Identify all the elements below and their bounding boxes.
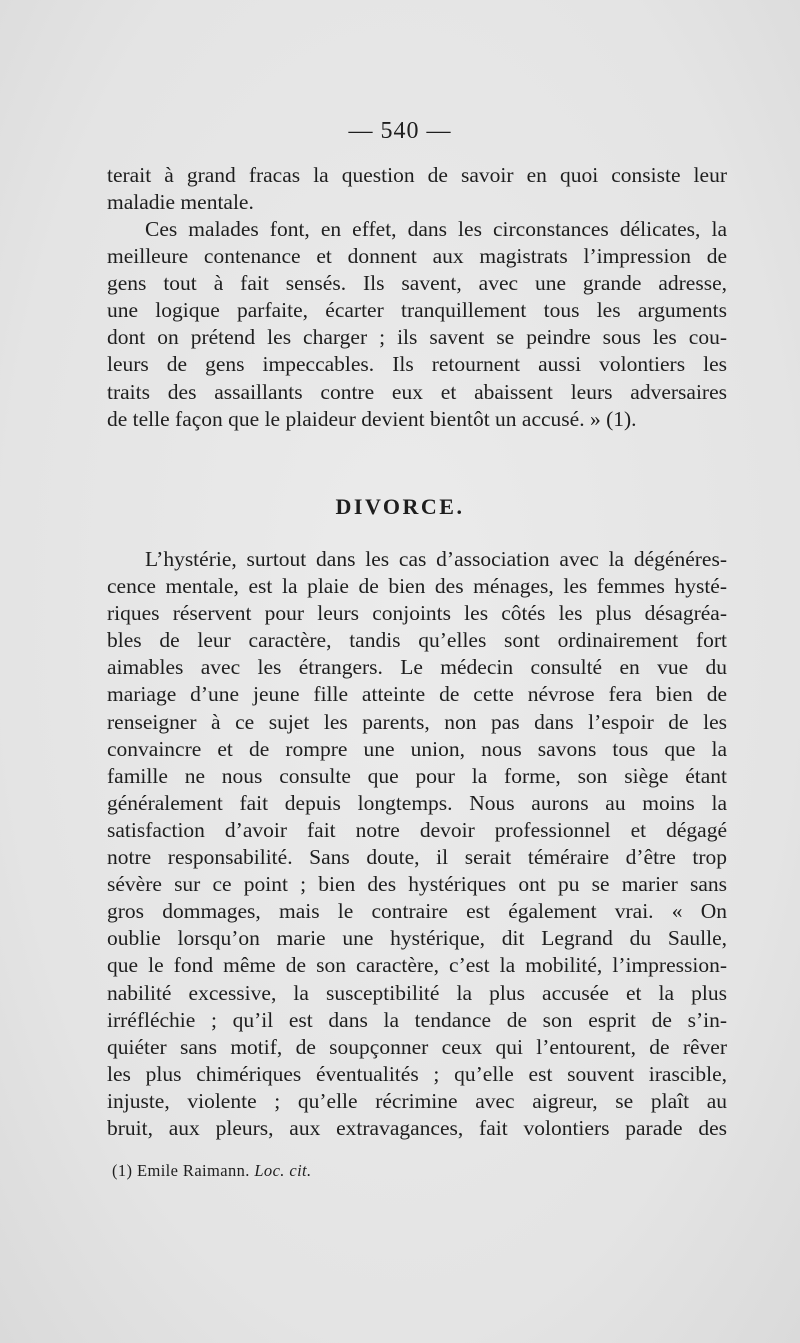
footnote-reference: Loc. cit. — [254, 1161, 312, 1180]
text-line: notre responsabilité. Sans doute, il serait téméraire d’être trop — [107, 845, 727, 870]
text-line: renseigner à ce sujet les parents, non pas dans l’espoir de les — [107, 709, 727, 734]
page-number: — 540 — — [348, 118, 452, 144]
text-line: quiéter sans motif, de soupçonner ceux qui l’entourent, de rêver — [107, 1034, 727, 1059]
text-line: gens tout à fait sensés. Ils savent, avec une grande adresse, — [107, 271, 727, 296]
paragraph-malades — [107, 216, 727, 433]
text-line: Ces malades font, en effet, dans les circonstances délicates, la — [145, 217, 727, 241]
text-line: sévère sur ce point ; bien des hystériques ont pu se marier sans — [107, 872, 727, 897]
text-line: dont on prétend les charger ; ils savent se peindre sous les cou- — [107, 325, 727, 350]
text-line: injuste, violente ; qu’elle récrimine avec aigreur, se plaît au — [107, 1088, 727, 1113]
text-line: satisfaction d’avoir fait notre devoir professionnel et dégagé — [107, 817, 727, 842]
text-line: L’hystérie, surtout dans les cas d’association avec la dégénéres- — [145, 547, 727, 571]
footnote-marker: (1) — [112, 1161, 133, 1180]
text-line: riques réservent pour leurs conjoints les côtés les plus désagréa- — [107, 601, 727, 626]
footnote-author: Emile Raimann. — [136, 1161, 250, 1180]
text-line: oublie lorsqu’on marie une hystérique, dit Legrand du Saulle, — [107, 926, 727, 951]
text-line: famille ne nous consulte que pour la forme, son siège étant — [107, 763, 727, 788]
text-line: maladie mentale. — [107, 190, 254, 215]
footnote — [112, 1161, 312, 1181]
text-line: aimables avec les étrangers. Le médecin consulté en vue du — [107, 655, 727, 680]
text-line: généralement fait depuis longtemps. Nous aurons au moins la — [107, 790, 727, 815]
text-line: bles de leur caractère, tandis qu’elles sont ordinairement fort — [107, 628, 727, 653]
text-line: bruit, aux pleurs, aux extravagances, fait volontiers parade des — [107, 1115, 727, 1140]
text-line: nabilité excessive, la susceptibilité la plus accusée et la plus — [107, 980, 727, 1005]
text-line: mariage d’une jeune fille atteinte de cette névrose fera bien de — [107, 682, 727, 707]
text-line: terait à grand fracas la question de savoir en quoi consiste leur — [107, 163, 727, 187]
text-line: leurs de gens impeccables. Ils retournent aussi volontiers les — [107, 352, 727, 377]
text-line: les plus chimériques éventualités ; qu’elle est souvent irascible, — [107, 1061, 727, 1086]
text-line: convaincre et de rompre une union, nous savons tous que la — [107, 736, 727, 761]
text-line: gros dommages, mais le contraire est également vrai. « On — [107, 899, 727, 924]
paragraph-continuation — [107, 162, 727, 216]
text-line: traits des assaillants contre eux et abaissent leurs adversaires — [107, 379, 727, 404]
text-line: de telle façon que le plaideur devient bientôt un accusé. » (1). — [107, 406, 637, 431]
text-line: que le fond même de son caractère, c’est la mobilité, l’impression- — [107, 953, 727, 978]
text-line: cence mentale, est la plaie de bien des ménages, les femmes hysté- — [107, 574, 727, 599]
paragraph-divorce — [107, 546, 727, 1142]
text-line: meilleure contenance et donnent aux magistrats l’impression de — [107, 244, 727, 269]
text-line: irréfléchie ; qu’il est dans la tendance de son esprit de s’in- — [107, 1007, 727, 1032]
section-heading: DIVORCE. — [335, 494, 465, 519]
text-line: une logique parfaite, écarter tranquillement tous les arguments — [107, 298, 727, 323]
